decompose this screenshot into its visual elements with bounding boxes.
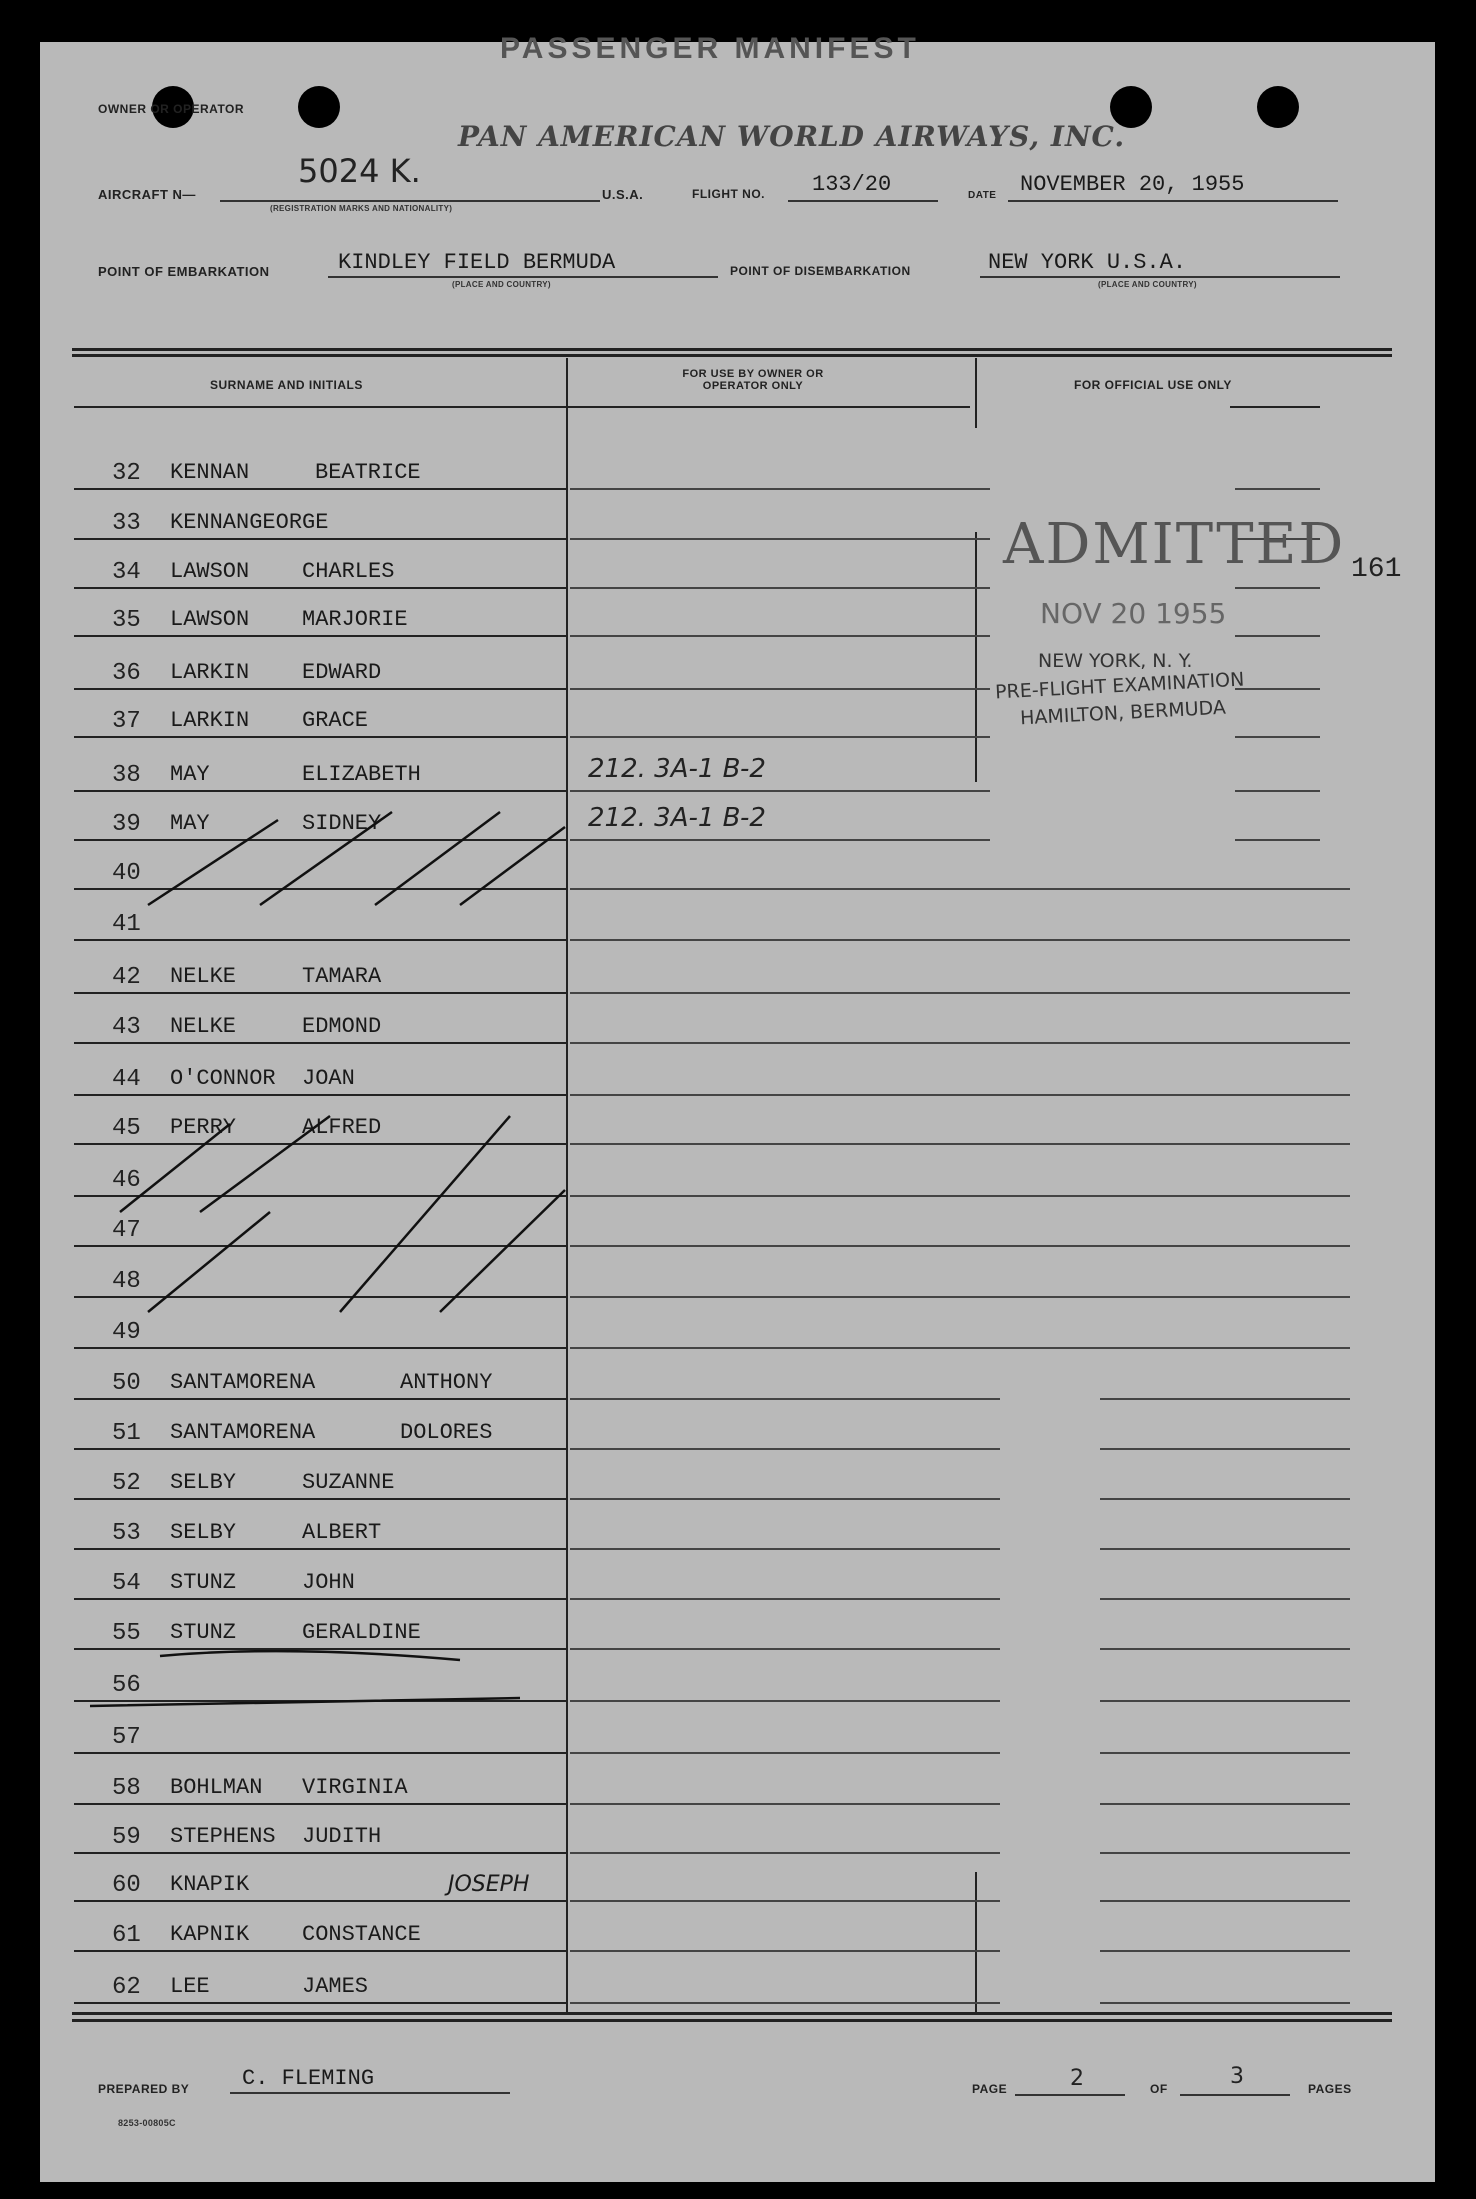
row-number: 54: [112, 1570, 141, 1597]
disembarkation-label: POINT OF DISEMBARKATION: [730, 264, 911, 278]
row-number: 58: [112, 1775, 141, 1802]
passenger-surname: LARKIN: [170, 708, 250, 733]
row-number: 46: [112, 1167, 141, 1194]
passenger-surname: NELKE: [170, 1014, 237, 1039]
registration-note: (REGISTRATION MARKS AND NATIONALITY): [270, 204, 453, 213]
passenger-given-name: EDMOND: [302, 1014, 382, 1039]
row-number: 42: [112, 964, 141, 991]
operator-note: 212. 3A-1 B-2: [588, 754, 766, 784]
void-strokes: [40, 42, 1435, 2182]
passenger-surname: NELKE: [170, 964, 237, 989]
passenger-surname: O'CONNOR: [170, 1066, 276, 1091]
passenger-given-name: SUZANNE: [302, 1470, 395, 1495]
void-stroke: [340, 1116, 510, 1312]
void-stroke: [260, 812, 392, 905]
row-number: 61: [112, 1922, 141, 1949]
passenger-surname: MAY: [170, 811, 210, 836]
passenger-surname: BOHLMAN: [170, 1775, 263, 1800]
row-number: 49: [112, 1319, 141, 1346]
void-stroke: [460, 827, 565, 905]
passenger-given-name: EDWARD: [302, 660, 382, 685]
passenger-given-name: ANTHONY: [400, 1370, 493, 1395]
row-number: 37: [112, 708, 141, 735]
row-number: 60: [112, 1872, 141, 1899]
embarkation-value: KINDLEY FIELD BERMUDA: [338, 250, 616, 275]
row-number: 35: [112, 607, 141, 634]
passenger-surname: KENNAN: [170, 460, 250, 485]
row-number: 32: [112, 460, 141, 487]
stamp-date: NOV 20 1955: [1040, 597, 1227, 630]
passenger-given-name: JOAN: [302, 1066, 355, 1091]
row-number: 47: [112, 1217, 141, 1244]
flight-number: 133/20: [812, 172, 892, 197]
row-number: 62: [112, 1974, 141, 2001]
void-stroke: [375, 812, 500, 905]
row-number: 51: [112, 1420, 141, 1447]
underline: [1015, 2094, 1125, 2096]
embarkation-label: POINT OF EMBARKATION: [98, 264, 270, 279]
passenger-given-name: ELIZABETH: [302, 762, 421, 787]
passenger-given-name: SIDNEY: [302, 811, 382, 836]
void-stroke: [200, 1116, 330, 1212]
stamp-line-1: NEW YORK, N. Y.: [1038, 650, 1193, 672]
row-number: 55: [112, 1620, 141, 1647]
rule: [72, 2019, 1392, 2022]
passenger-surname: KAPNIK: [170, 1922, 250, 1947]
row-number: 48: [112, 1268, 141, 1295]
manifest-page: [40, 32, 1435, 2182]
row-number: 38: [112, 762, 141, 789]
form-header-partial: PASSENGER MANIFEST: [500, 32, 920, 65]
form-number: 8253-00805C: [118, 2118, 176, 2128]
passenger-surname: SANTAMORENA: [170, 1420, 316, 1445]
col-header-owner: FOR USE BY OWNER OR OPERATOR ONLY: [682, 368, 824, 392]
aircraft-number: 5024 K.: [298, 152, 421, 190]
passenger-given-name: GERALDINE: [302, 1620, 421, 1645]
usa-label: U.S.A.: [602, 187, 644, 202]
aircraft-label: AIRCRAFT N—: [98, 187, 196, 202]
passenger-surname: SELBY: [170, 1520, 237, 1545]
passenger-given-name: DOLORES: [400, 1420, 493, 1445]
passenger-surname: MAY: [170, 762, 210, 787]
passenger-surname: KNAPIK: [170, 1872, 250, 1897]
underline: [230, 2092, 510, 2094]
prepared-by-label: PREPARED BY: [98, 2082, 190, 2096]
passenger-surname: STUNZ: [170, 1620, 237, 1645]
prepared-by-value: C. FLEMING: [242, 2066, 375, 2091]
stamp-line-2: PRE-FLIGHT EXAMINATION: [994, 668, 1245, 704]
date-value: NOVEMBER 20, 1955: [1020, 172, 1245, 197]
passenger-given-name: TAMARA: [302, 964, 382, 989]
void-stroke: [148, 1212, 270, 1312]
passenger-given-name: BEATRICE: [315, 460, 421, 485]
place-note: (PLACE AND COUNTRY): [1098, 280, 1197, 289]
row-number: 39: [112, 811, 141, 838]
void-stroke: [440, 1190, 565, 1312]
row-number: 33: [112, 510, 141, 537]
passenger-surname: SANTAMORENA: [170, 1370, 316, 1395]
col-header-surname: SURNAME AND INITIALS: [210, 378, 363, 392]
passenger-given-name: GRACE: [302, 708, 369, 733]
row-number: 56: [112, 1672, 141, 1699]
passenger-given-name: ALFRED: [302, 1115, 382, 1140]
page-value: 2: [1070, 2066, 1084, 2091]
col-header-official: FOR OFFICIAL USE ONLY: [1074, 378, 1232, 392]
underline: [1180, 2094, 1290, 2096]
passenger-surname: KENNANGEORGE: [170, 510, 329, 535]
passenger-surname: LEE: [170, 1974, 210, 1999]
row-number: 52: [112, 1470, 141, 1497]
passenger-surname: STUNZ: [170, 1570, 237, 1595]
passenger-given-name: ALBERT: [302, 1520, 382, 1545]
row-number: 44: [112, 1066, 141, 1093]
row-number: 41: [112, 911, 141, 938]
passenger-given-name: CONSTANCE: [302, 1922, 421, 1947]
disembarkation-value: NEW YORK U.S.A.: [988, 250, 1187, 275]
passenger-given-name: JUDITH: [302, 1824, 382, 1849]
row-number: 50: [112, 1370, 141, 1397]
passenger-surname: LARKIN: [170, 660, 250, 685]
row-number: 36: [112, 660, 141, 687]
operator-note: 212. 3A-1 B-2: [588, 803, 766, 833]
passenger-surname: PERRY: [170, 1115, 237, 1140]
page-number-mark: 161: [1351, 554, 1402, 585]
page-label: PAGE: [972, 2082, 1008, 2096]
void-stroke: [90, 1698, 520, 1706]
void-stroke: [160, 1651, 460, 1660]
airline-name: PAN AMERICAN WORLD AIRWAYS, INC.: [458, 120, 1126, 153]
stamp-line-3: HAMILTON, BERMUDA: [1019, 696, 1227, 730]
place-note: (PLACE AND COUNTRY): [452, 280, 551, 289]
passenger-given-name: JOSEPH: [448, 1872, 530, 1897]
of-value: 3: [1230, 2064, 1244, 2089]
row-number: 59: [112, 1824, 141, 1851]
passenger-given-name: JAMES: [302, 1974, 369, 1999]
passenger-given-name: JOHN: [302, 1570, 355, 1595]
rule: [72, 2012, 1392, 2015]
of-label: OF: [1150, 2082, 1168, 2096]
admitted-stamp: ADMITTED: [1003, 512, 1346, 577]
pages-label: PAGES: [1308, 2082, 1352, 2096]
passenger-surname: LAWSON: [170, 559, 250, 584]
passenger-given-name: VIRGINIA: [302, 1775, 408, 1800]
date-label: DATE: [968, 190, 997, 201]
passenger-given-name: MARJORIE: [302, 607, 408, 632]
passenger-surname: SELBY: [170, 1470, 237, 1495]
row-number: 45: [112, 1115, 141, 1142]
passenger-given-name: CHARLES: [302, 559, 395, 584]
void-stroke: [148, 820, 278, 905]
row-number: 40: [112, 860, 141, 887]
row-number: 57: [112, 1724, 141, 1751]
passenger-surname: STEPHENS: [170, 1824, 276, 1849]
void-stroke: [120, 1124, 230, 1212]
row-number: 53: [112, 1520, 141, 1547]
row-number: 34: [112, 559, 141, 586]
row-number: 43: [112, 1014, 141, 1041]
owner-label: OWNER OR OPERATOR: [98, 102, 245, 116]
passenger-surname: LAWSON: [170, 607, 250, 632]
flight-label: FLIGHT NO.: [692, 187, 765, 201]
